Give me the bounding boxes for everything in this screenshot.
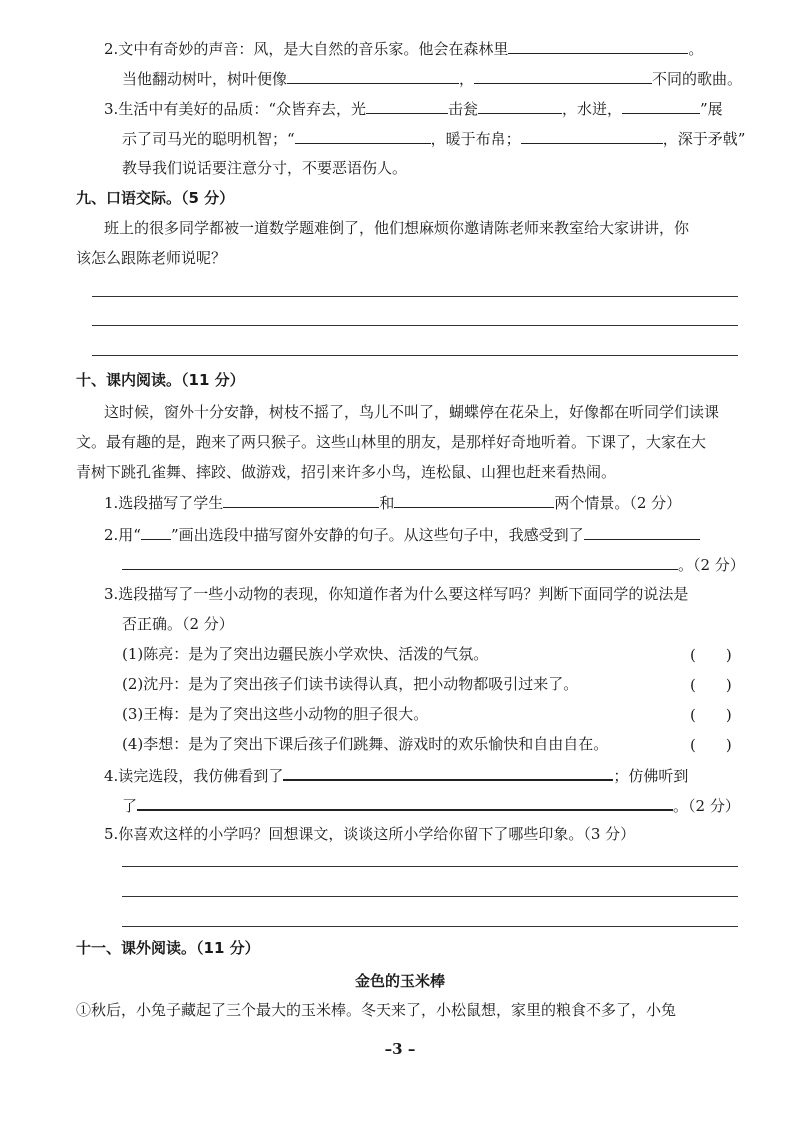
q10-question-4-cont: 了 。（2 分） xyxy=(122,794,740,816)
q8-item3-line3: 教导我们说话要注意分寸，不要恶语伤人。 xyxy=(122,159,408,177)
answer-blank[interactable] xyxy=(478,98,562,114)
q10-q3-option-2: (2)沈丹：是为了突出孩子们读书读得认真，把小动物都吸引过来了。 xyxy=(122,675,579,693)
answer-blank[interactable] xyxy=(584,524,700,540)
answer-line[interactable] xyxy=(122,896,738,897)
answer-blank[interactable] xyxy=(122,554,678,570)
q9-prompt-line2: 该怎么跟陈老师说呢？ xyxy=(76,249,227,267)
q10-question-4: 4.读完选段，我仿佛看到了 ；仿佛听到 xyxy=(104,764,688,786)
answer-line[interactable] xyxy=(122,866,738,867)
q10-q3-option-4: (4)李想：是为了突出下课后孩子们跳舞、游戏时的欢乐愉快和自由自在。 xyxy=(122,735,609,753)
answer-blank[interactable] xyxy=(223,492,379,508)
q8-item2-line1: 2.文中有奇妙的声音：风，是大自然的音乐家。他会在森林里 。 xyxy=(104,40,704,58)
q10-question-2-cont: 。（2 分） xyxy=(122,554,745,575)
section-heading-9: 九、口语交际。（5 分） xyxy=(76,189,235,207)
page-number: –3 – xyxy=(384,1040,416,1058)
q8-item3-line1: 3.生活中有美好的品质：“众皆弃去，光 击瓮 ，水迸， ”展 xyxy=(104,100,723,118)
answer-blank[interactable] xyxy=(394,492,554,508)
passage-line: 这时候，窗外十分安静，树枝不摇了，鸟儿不叫了，蝴蝶停在花朵上，好像都在听同学们读课 xyxy=(104,403,720,421)
answer-blank[interactable] xyxy=(622,98,700,114)
answer-blank[interactable] xyxy=(366,98,448,114)
q10-question-5: 5.你喜欢这样的小学吗？回想课文，谈谈这所小学给你留下了哪些印象。（3 分） xyxy=(104,825,636,843)
judgement-box[interactable]: ( ) xyxy=(690,646,732,664)
answer-line[interactable] xyxy=(122,926,738,927)
q10-question-3-line1: 3.选段描写了一些小动物的表现，你知道作者为什么要这样写吗？判断下面同学的说法是 xyxy=(104,585,689,603)
q10-question-2: 2.用“ ”画出选段中描写窗外安静的句子。从这些句子中，我感受到了 xyxy=(104,524,700,545)
section-heading-10: 十、课内阅读。（11 分） xyxy=(76,371,245,389)
answer-blank[interactable] xyxy=(474,68,652,84)
judgement-box[interactable]: ( ) xyxy=(690,676,732,694)
judgement-box[interactable]: ( ) xyxy=(690,736,732,754)
answer-blank[interactable] xyxy=(283,764,613,781)
answer-blank[interactable] xyxy=(295,128,431,144)
underline-sample xyxy=(141,524,171,540)
q9-prompt-line1: 班上的很多同学都被一道数学题难倒了，他们想麻烦你邀请陈老师来教室给大家讲讲，你 xyxy=(104,219,690,237)
answer-line[interactable] xyxy=(92,296,738,297)
q10-question-3-line2: 否正确。（2 分） xyxy=(122,615,234,633)
q10-q3-option-1: (1)陈亮：是为了突出边疆民族小学欢快、活泼的气氛。 xyxy=(122,645,489,663)
judgement-box[interactable]: ( ) xyxy=(690,706,732,724)
q10-question-1: 1.选段描写了学生 和 两个情景。（2 分） xyxy=(104,494,682,512)
answer-line[interactable] xyxy=(92,355,738,356)
answer-blank[interactable] xyxy=(508,38,688,54)
answer-blank[interactable] xyxy=(521,128,663,144)
section-heading-11: 十一、课外阅读。（11 分） xyxy=(76,939,260,957)
answer-blank[interactable] xyxy=(287,68,459,84)
passage-line: 青树下跳孔雀舞、摔跤、做游戏，招引来许多小鸟，连松鼠、山狸也赶来看热闹。 xyxy=(76,463,617,481)
q10-q3-option-3: (3)王梅：是为了突出这些小动物的胆子很大。 xyxy=(122,705,429,723)
passage-line: 文。最有趣的是，跑来了两只猴子。这些山林里的朋友，是那样好奇地听着。下课了，大家在大 xyxy=(76,433,707,451)
story-paragraph-1: ①秋后，小兔子藏起了三个最大的玉米棒。冬天来了，小松鼠想，家里的粮食不多了，小兔 xyxy=(76,1001,677,1019)
answer-line[interactable] xyxy=(92,325,738,326)
q8-item2-line2: 当他翻动树叶，树叶便像 ， 不同的歌曲。 xyxy=(122,70,743,88)
q8-item3-line2: 示了司马光的聪明机智；“ ，暖于布帛； ，深于矛戟” xyxy=(122,130,746,148)
answer-blank[interactable] xyxy=(137,794,673,811)
story-title: 金色的玉米棒 xyxy=(354,972,445,990)
